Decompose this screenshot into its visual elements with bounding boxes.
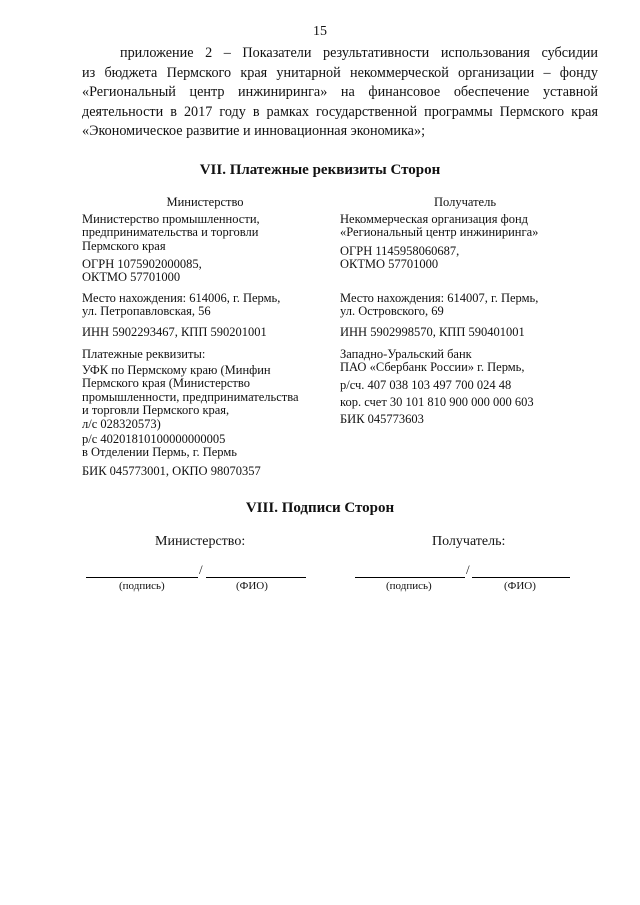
ministry-address: Место нахождения: 614006, г. Пермь, ул. Петропавловская, 56 [82,291,281,319]
intro-line: деятельности в 2017 году в рамках государственной программы Пермского края [82,103,598,120]
recipient-name: Некоммерческая организация фонд «Региональный центр инжиниринга» [340,212,539,240]
recipient-account: р/сч. 407 038 103 497 700 024 48 [340,378,512,392]
ministry-inn: ИНН 5902293467, КПП 590201001 [82,325,267,339]
recipient-corr-account: кор. счет 30 101 810 900 000 000 603 [340,395,534,409]
ministry-signature-line [86,577,198,578]
intro-line: «Региональный центр инжиниринга» на финансовое обеспечение уставной [82,84,598,101]
ministry-bik: БИК 045773001, ОКПО 98070357 [82,464,261,478]
ministry-name-line [206,577,306,578]
recipient-signature-caption: (подпись) [386,580,432,592]
ministry-account: р/с 40201810100000000005 в Отделении Пермь, г. Пермь [82,432,237,460]
ministry-signature-caption: (подпись) [119,580,165,592]
recipient-address: Место нахождения: 614007, г. Пермь, ул. Островского, 69 [340,291,539,319]
recipient-bik: БИК 045773603 [340,412,424,426]
ministry-column-header: Министерство [166,195,244,209]
recipient-name-line [472,577,570,578]
intro-line: приложение 2 – Показатели результативности использования субсидии [120,45,598,61]
intro-line: из бюджета Пермского края унитарной некоммерческой организации – фонду [82,64,598,81]
ministry-payment-title: Платежные реквизиты: [82,347,206,361]
ministry-ufk: УФК по Пермскому краю (Минфин Пермского края (Министерство промышленности, предпринимательства и торговли Пермского края, л/с 028320573) [82,363,299,431]
page-number: 15 [313,24,327,39]
intro-paragraph [82,44,598,142]
intro-line: «Экономическое развитие и инновационная экономика»; [82,123,426,140]
ministry-name: Министерство промышленности, предпринимательства и торговли Пермского края [82,212,260,253]
recipient-name-caption: (ФИО) [504,580,536,592]
recipient-signature-line [355,577,465,578]
ministry-signature-label: Министерство: [155,534,246,549]
recipient-signature-slash: / [466,562,470,577]
ministry-signature-slash: / [199,562,203,577]
recipient-column-header: Получатель [433,195,497,209]
ministry-name-caption: (ФИО) [236,580,268,592]
ministry-ogrn: ОГРН 1075902000085, ОКТМО 57701000 [82,257,202,285]
recipient-signature-label: Получатель: [432,534,506,549]
recipient-inn: ИНН 5902998570, КПП 590401001 [340,325,525,339]
recipient-bank: Западно-Уральский банк ПАО «Сбербанк России» г. Пермь, [340,347,525,375]
recipient-ogrn: ОГРН 1145958060687, ОКТМО 57701000 [340,244,460,272]
section-8-title: VIII. Подписи Сторон [245,500,395,516]
section-7-title: VII. Платежные реквизиты Сторон [199,162,441,178]
